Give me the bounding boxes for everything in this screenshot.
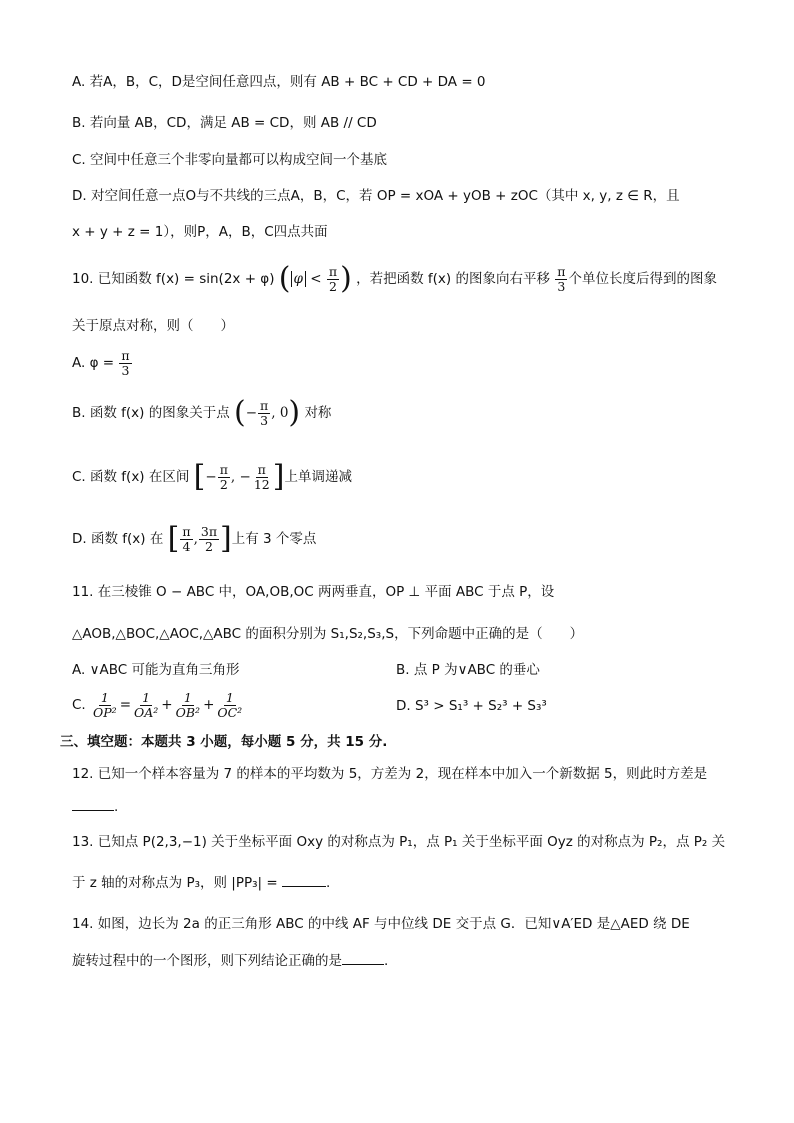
frac-1-over-op2: $\frac{1}{\text{OP²}}$ [93,689,117,720]
q12-end: . [114,799,119,815]
q12-text1: 12. 已知一个样本容量为 7 的样本的平均数为 5，方差为 2，现在样本中加入一个新数据 5，则此时方差是 [72,766,708,782]
frac-neg-pi-over-12: $\frac{\pi}{12}$ [253,461,270,492]
q10-stem-line2 [72,316,234,336]
frac-pi-over-2: $\frac{\pi}{2}$ [328,263,338,294]
q9-option-b [72,113,377,133]
q9-option-d-line2 [72,222,328,242]
q11-option-a-text: A. ∨ABC 可能为直角三角形 [72,662,240,678]
frac-3pi-over-2: $\frac{3\pi}{2}$ [200,523,218,554]
q11-stem-line2 [72,624,583,644]
q11-stem-text2: △AOB,△BOC,△AOC,△ABC 的面积分别为 S₁,S₂,S₃,S，下列命题中正确的是（ ） [72,626,584,642]
q10-option-b-pre: B. 函数 f(x) 的图象关于点 [72,405,230,421]
q10-option-c-post: 上单调递减 [284,469,352,485]
frac-a-pi-over-3: $\frac{\pi}{3}$ [121,347,130,378]
q11-option-c-pre: C. [72,697,86,713]
q13-text1: 13. 已知点 P(2,3,−1) 关于坐标平面 Oxy 的对称点为 P₁，点 P₁ 关于坐标平面 Oyz 的对称点为 P₂，点 P₂ 关 [72,834,726,850]
paren-close-icon: ) [340,261,352,296]
q10-option-c: C. 函数 f(x) 在区间 [− $\frac{\pi}{2}$ , − $\frac{\pi}{12}$ ]上单调递减 [72,459,352,494]
q10-option-d: D. 函数 f(x) 在 [ $\frac{\pi}{4}$ , $\frac{3\pi}{2}$ ]上有 3 个零点 [72,521,317,556]
frac-neg-pi-over-2: $\frac{\pi}{2}$ [219,461,228,492]
q9-option-a-text: A. 若A，B，C，D是空间任意四点，则有 AB + BC + CD + DA = 0 [72,74,486,90]
q10-option-c-pre: C. 函数 f(x) 在区间 [72,469,190,485]
q11-option-a [72,660,239,680]
q11-option-b-text: B. 点 P 为∨ABC 的垂心 [396,662,540,678]
q14-line1 [72,914,690,934]
q10-option-a [72,348,133,378]
q14-text2: 旋转过程中的一个图形，则下列结论正确的是 [72,953,342,969]
q14-answer-blank[interactable] [342,950,384,965]
q11-option-b [396,660,540,680]
q11-option-d-text: D. S³ > S₁³ + S₂³ + S₃³ [396,698,547,714]
frac-neg-pi-over-3: $\frac{\pi}{3}$ [260,397,269,428]
q9-option-d-text1: D. 对空间任意一点O与不共线的三点A，B，C，若 OP = xOA + yOB + zOC（其中 x, y, z ∈ R，且 [72,188,680,204]
q11-option-c: C. $\frac{1}{\text{OP²}}$ = $\frac{1}{\text{OA²}}$ + $\frac{1}{\text{OB²}}$ + $\frac{1}{\text{OC²}}$ [72,689,243,720]
q14-text1: 14. 如图，边长为 2a 的正三角形 ABC 的中线 AF 与中位线 DE 交于点 G．已知∨A′ED 是△AED 绕 DE [72,916,690,932]
frac-pi-over-3: $\frac{\pi}{3}$ [557,263,566,294]
q10-option-a-pre: A. φ = [72,355,115,371]
q11-option-d [396,696,547,716]
q9-option-c [72,150,387,170]
q9-option-c-text: C. 空间中任意三个非零向量都可以构成空间一个基底 [72,152,388,168]
q10-stem-line1: 10. 已知函数 f(x) = sin(2x + φ) ( φ < $\frac{\pi}{2}$ ) ，若把函数 f(x) 的图象向右平移 $\frac{\pi}{3}$ 个单位长度后得到的图象 [72,261,717,296]
q10-stem-text2: 关于原点对称，则（ ） [72,318,234,334]
q9-option-d-text2: x + y + z = 1），则P，A，B，C四点共面 [72,224,328,240]
q10-option-b-post: 对称 [304,405,332,421]
q13-end: . [326,875,331,891]
section-3-heading [60,732,387,752]
q9-option-b-text: B. 若向量 AB，CD，满足 AB = CD，则 AB // CD [72,115,377,131]
q10-option-d-pre: D. 函数 f(x) 在 [72,531,164,547]
q13-line1 [72,832,725,852]
q12-line1 [72,764,707,784]
q9-option-d-line1 [72,186,680,206]
phi-abs: φ [291,271,306,287]
frac-pi-over-4: $\frac{\pi}{4}$ [182,523,191,554]
q10-stem-part3: 个单位长度后得到的图象 [568,271,717,287]
q10-stem-part2: ，若把函数 f(x) 的图象向右平移 [356,271,550,287]
frac-1-over-oa2: $\frac{1}{\text{OA²}}$ [134,689,159,720]
section-3-heading-text: 三、填空题：本题共 3 小题，每小题 5 分，共 15 分. [60,734,388,750]
q13-text2: 于 z 轴的对称点为 P₃，则 |PP₃| = [72,875,278,891]
q12-answer-blank[interactable] [72,796,114,811]
q9-option-a [72,72,486,92]
q11-stem-text1: 11. 在三棱锥 O − ABC 中，OA,OB,OC 两两垂直，OP ⊥ 平面 ABC 于点 P，设 [72,584,555,600]
q10-option-d-post: 上有 3 个零点 [231,531,317,547]
q13-line2 [72,872,330,893]
q12-line2 [72,796,118,817]
q10-stem-part1: 10. 已知函数 f(x) = sin(2x + φ) [72,271,275,287]
q11-stem-line1 [72,582,554,602]
frac-1-over-oc2: $\frac{1}{\text{OC²}}$ [217,689,243,720]
q14-line2 [72,950,388,971]
frac-1-over-ob2: $\frac{1}{\text{OB²}}$ [175,689,201,720]
q14-end: . [384,953,389,969]
q13-answer-blank[interactable] [282,872,326,887]
paren-open-icon: ( [278,261,291,296]
q10-option-b: B. 函数 f(x) 的图象关于点 (− $\frac{\pi}{3}$ , 0) 对称 [72,395,332,430]
